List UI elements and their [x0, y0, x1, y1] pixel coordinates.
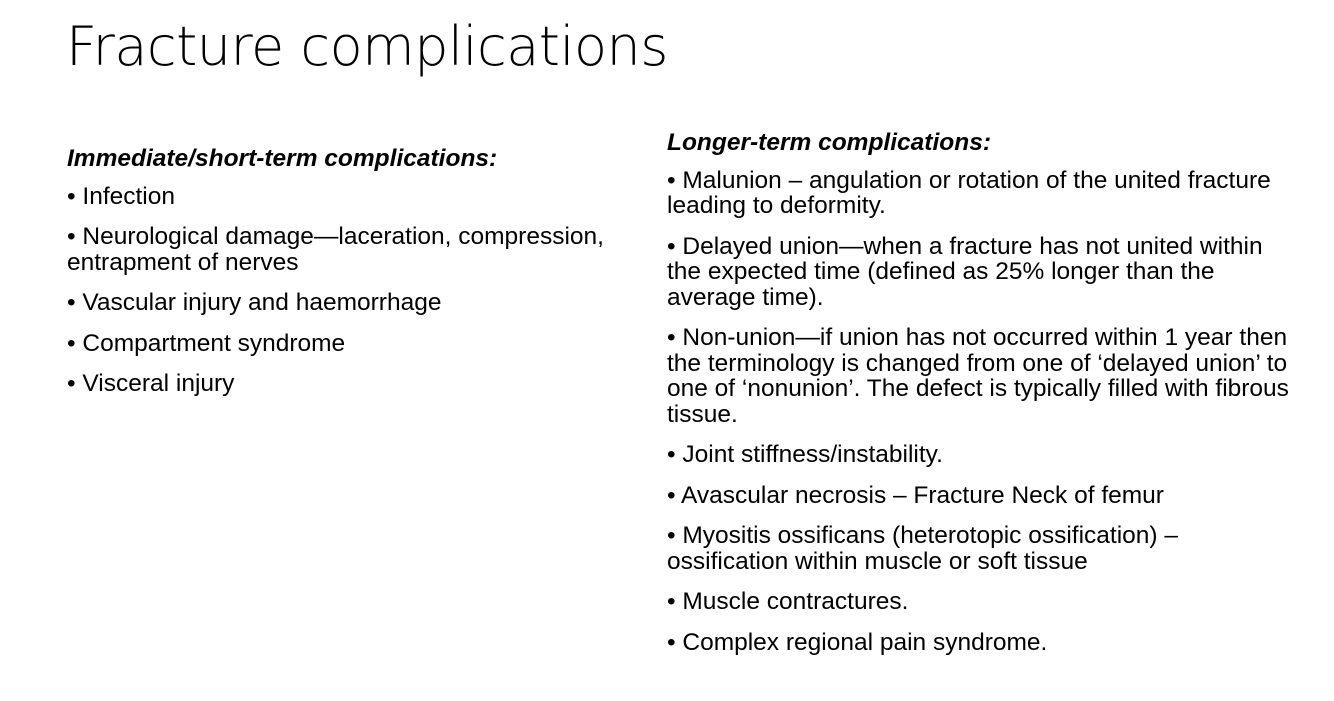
list-item: • Avascular necrosis – Fracture Neck of femur [667, 481, 1164, 509]
list-item: • Malunion – angulation or rotation of the united fracture leading to deformity. [667, 166, 1271, 219]
list-item: • Vascular injury and haemorrhage [67, 289, 442, 316]
longer-term-complications-list [667, 168, 1292, 656]
list-item: • Visceral injury [67, 370, 235, 397]
list-item: • Muscle contractures. [667, 588, 909, 615]
longer-term-complications-column [667, 130, 1292, 670]
list-item: • Compartment syndrome [67, 329, 346, 357]
list-item: • Neurological damage—laceration, compression, entrapment of nerves [67, 223, 604, 276]
list-item: • Non-union—if union has not occurred within 1 year then the terminology is changed from one of ‘delayed union’ to one of ‘nonunion’. The defect is typically filled with fibrous tissue. [667, 324, 1289, 428]
list-item: • Myositis ossificans (heterotopic ossification) – ossification within muscle or soft tissue [667, 522, 1179, 575]
immediate-complications-heading: Immediate/short-term complications: [67, 145, 498, 172]
longer-term-complications-heading: Longer-term complications: [667, 129, 991, 156]
list-item: • Joint stiffness/instability. [667, 441, 943, 468]
immediate-complications-column [67, 146, 627, 412]
list-item: • Infection [67, 182, 176, 210]
slide-title: Fracture complications [66, 15, 668, 78]
immediate-complications-list [67, 184, 627, 397]
list-item: • Complex regional pain syndrome. [667, 628, 1048, 656]
list-item: • Delayed union—when a fracture has not united within the expected time (defined as 25% longer than the average time). [667, 232, 1263, 311]
